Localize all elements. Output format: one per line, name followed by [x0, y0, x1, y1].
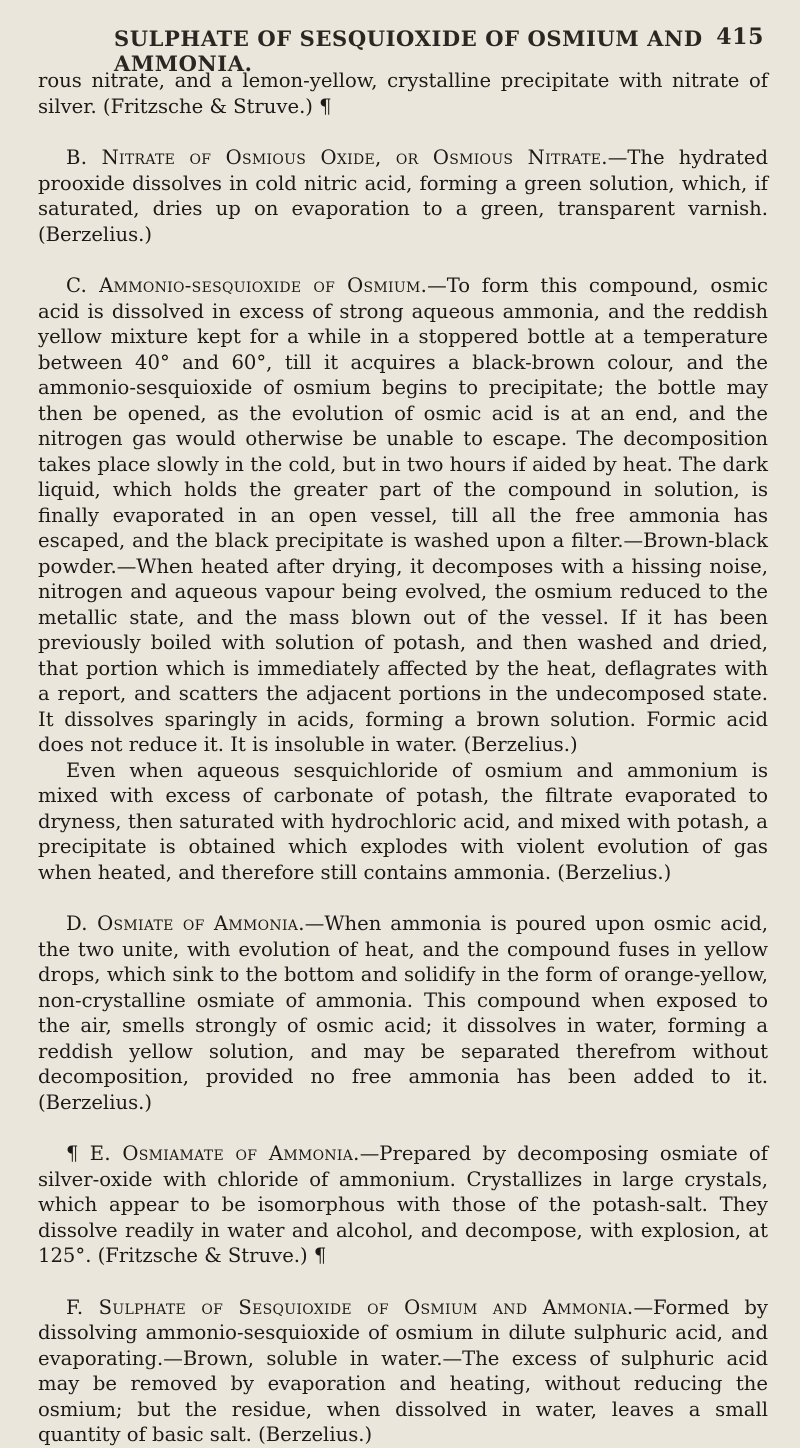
running-header — [38, 22, 766, 76]
section-b-heading: B. Nitrate of Osmious Oxide, or Osmious Nitrate. — [66, 146, 608, 169]
pilcrow-mark: ¶ — [66, 1142, 90, 1165]
paragraph-text: —Formed by dissolving ammonio-sesquioxide of osmium in dilute sulphuric acid, and evaporating.—Brown, soluble in water.—The excess of sulphuric acid may be removed by evaporation and heating, without reducing the osmium; but the residue, when dissolved in water, leaves a small quantity of basic salt. (Berzelius.) — [38, 1295, 768, 1446]
paragraph-text: —Prepared by decomposing osmiate of silver-oxide with chloride of ammonium. Crystallizes in large crystals, which appear to be isomorphous with those of the potash-salt. They dissolve readily in water and alcohol, and decompose, with explosion, at 125°. (Fritzsche & Struve.) ¶ — [38, 1142, 768, 1267]
section-e-heading: E. Osmiamate of Ammonia. — [89, 1142, 360, 1165]
section-f-heading: F. Sulphate of Sesquioxide of Osmium and Ammonia. — [66, 1295, 634, 1319]
section-e-paragraph — [38, 1141, 768, 1269]
paragraph-text: Even when aqueous sesquichloride of osmium and ammonium is mixed with excess of carbonate of potash, the filtrate evaporated to dryness, then saturated with hydrochloric acid, and mixed with potash, a precipitate is obtained which explodes with violent evolution of gas when heated, and therefore still contains ammonia. (Berzelius.) — [38, 758, 768, 884]
page-number: 415 — [716, 24, 764, 50]
paragraph-text: —To form this compound, osmic acid is dissolved in excess of strong aqueous ammonia, and the reddish yellow mixture kept for a while in a stoppered bottle at a temperature between 40° and 60°, till it acquires a black-brown colour, and the ammonio-sesquioxide of osmium begins to precipitate; the bottle may then be opened, as the evolution of osmic acid is at an end, and the nitrogen gas would otherwise be unable to escape. The decomposition takes place slowly in the cold, but in two hours if aided by heat. The dark liquid, which holds the greater part of the compound in solution, is finally evaporated in an open vessel, till all the free ammonia has escaped, and the black precipitate is washed upon a filter.—Brown-black powder.—When heated after drying, it decomposes with a hissing noise, nitrogen and aqueous vapour being evolved, the osmium reduced to the metallic state, and the mass blown out of the vessel. If it has been previously boiled with solution of potash, and then washed and dried, that portion which is immediately affected by the heat, deflagrates with a report, and scatters the adjacent portions in the undecomposed state. It dissolves sparingly in acids, forming a brown solution. Formic acid does not reduce it. It is insoluble in water. (Berzelius.) — [38, 274, 768, 756]
paragraph-text: rous nitrate, and a lemon-yellow, crystalline precipitate with nitrate of silver. (Fritzsche & Struve.) ¶ — [38, 69, 768, 118]
section-f-paragraph — [38, 1295, 768, 1448]
section-b-paragraph — [38, 145, 768, 247]
paragraph-text: —When ammonia is poured upon osmic acid, the two unite, with evolution of heat, and the compound fuses in yellow drops, which sink to the bottom and solidify in the form of orange-yellow, non-crystalline osmiate of ammonia. This compound when exposed to the air, smells strongly of osmic acid; it dissolves in water, forming a reddish yellow solution, and may be separated therefrom without decomposition, provided no free ammonia has been added to it. (Berzelius.) — [38, 912, 768, 1114]
section-c-heading: C. Ammonio-sesquioxide of Osmium. — [66, 274, 428, 297]
section-c-paragraph — [38, 273, 768, 758]
paragraph-text: —The hydrated prooxide dissolves in cold nitric acid, forming a green solution, which, if saturated, dries up on evaporation to a green, transparent varnish. (Berzelius.) — [38, 146, 768, 246]
body-text — [38, 68, 768, 1448]
paragraph-continuation — [38, 68, 768, 119]
running-title: SULPHATE OF SESQUIOXIDE OF OSMIUM AND AMMONIA. — [114, 26, 703, 76]
section-d-heading: D. Osmiate of Ammonia. — [66, 912, 305, 935]
section-d-paragraph — [38, 911, 768, 1115]
section-c-second-paragraph — [38, 758, 768, 886]
